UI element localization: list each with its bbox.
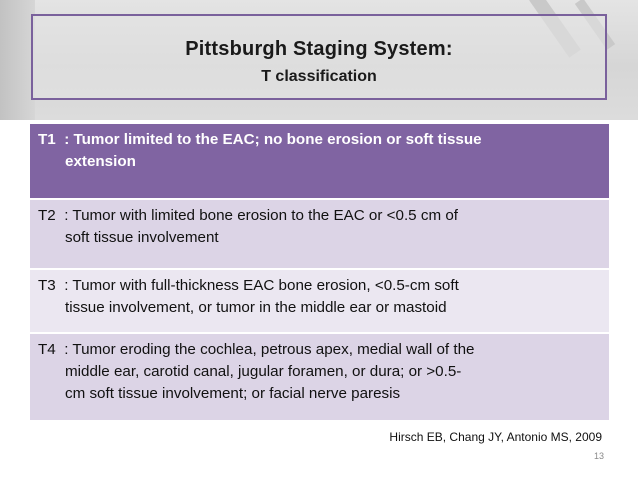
row-line [38,151,601,173]
row-line [38,339,601,361]
row-line [38,205,601,227]
row-code: T3 [38,277,56,294]
slide-number: 13 [593,451,604,461]
table-row-t2 [30,200,609,270]
row-line [38,129,601,151]
title-box [31,14,607,100]
citation: Hirsch EB, Chang JY, Antonio MS, 2009 [389,430,602,444]
row-text: : Tumor limited to the EAC; no bone erosion or soft tissue [64,131,482,148]
slide-title: Pittsburgh Staging System: [185,38,453,60]
row-text: cm soft tissue involvement; or facial nerve paresis [65,385,401,402]
row-text: : Tumor with full-thickness EAC bone erosion, <0.5-cm soft [64,277,459,294]
slide-subtitle: T classification [261,68,377,85]
t-classification-table [30,124,609,422]
row-text: soft tissue involvement [65,229,219,246]
row-code: T4 [38,341,56,358]
row-text: : Tumor with limited bone erosion to the EAC or <0.5 cm of [64,207,458,224]
row-text: extension [65,153,136,170]
row-line [38,383,601,405]
row-text: : Tumor eroding the cochlea, petrous apex, medial wall of the [64,341,475,358]
row-text: tissue involvement, or tumor in the middle ear or mastoid [65,299,447,316]
row-line [38,361,601,383]
row-code: T1 [38,131,56,148]
row-code: T2 [38,207,56,224]
table-row-t3 [30,270,609,334]
row-line [38,275,601,297]
table-row-t1 [30,124,609,200]
table-row-t4 [30,334,609,422]
row-text: middle ear, carotid canal, jugular foramen, or dura; or >0.5- [65,363,462,380]
row-line [38,297,601,319]
row-line [38,227,601,249]
